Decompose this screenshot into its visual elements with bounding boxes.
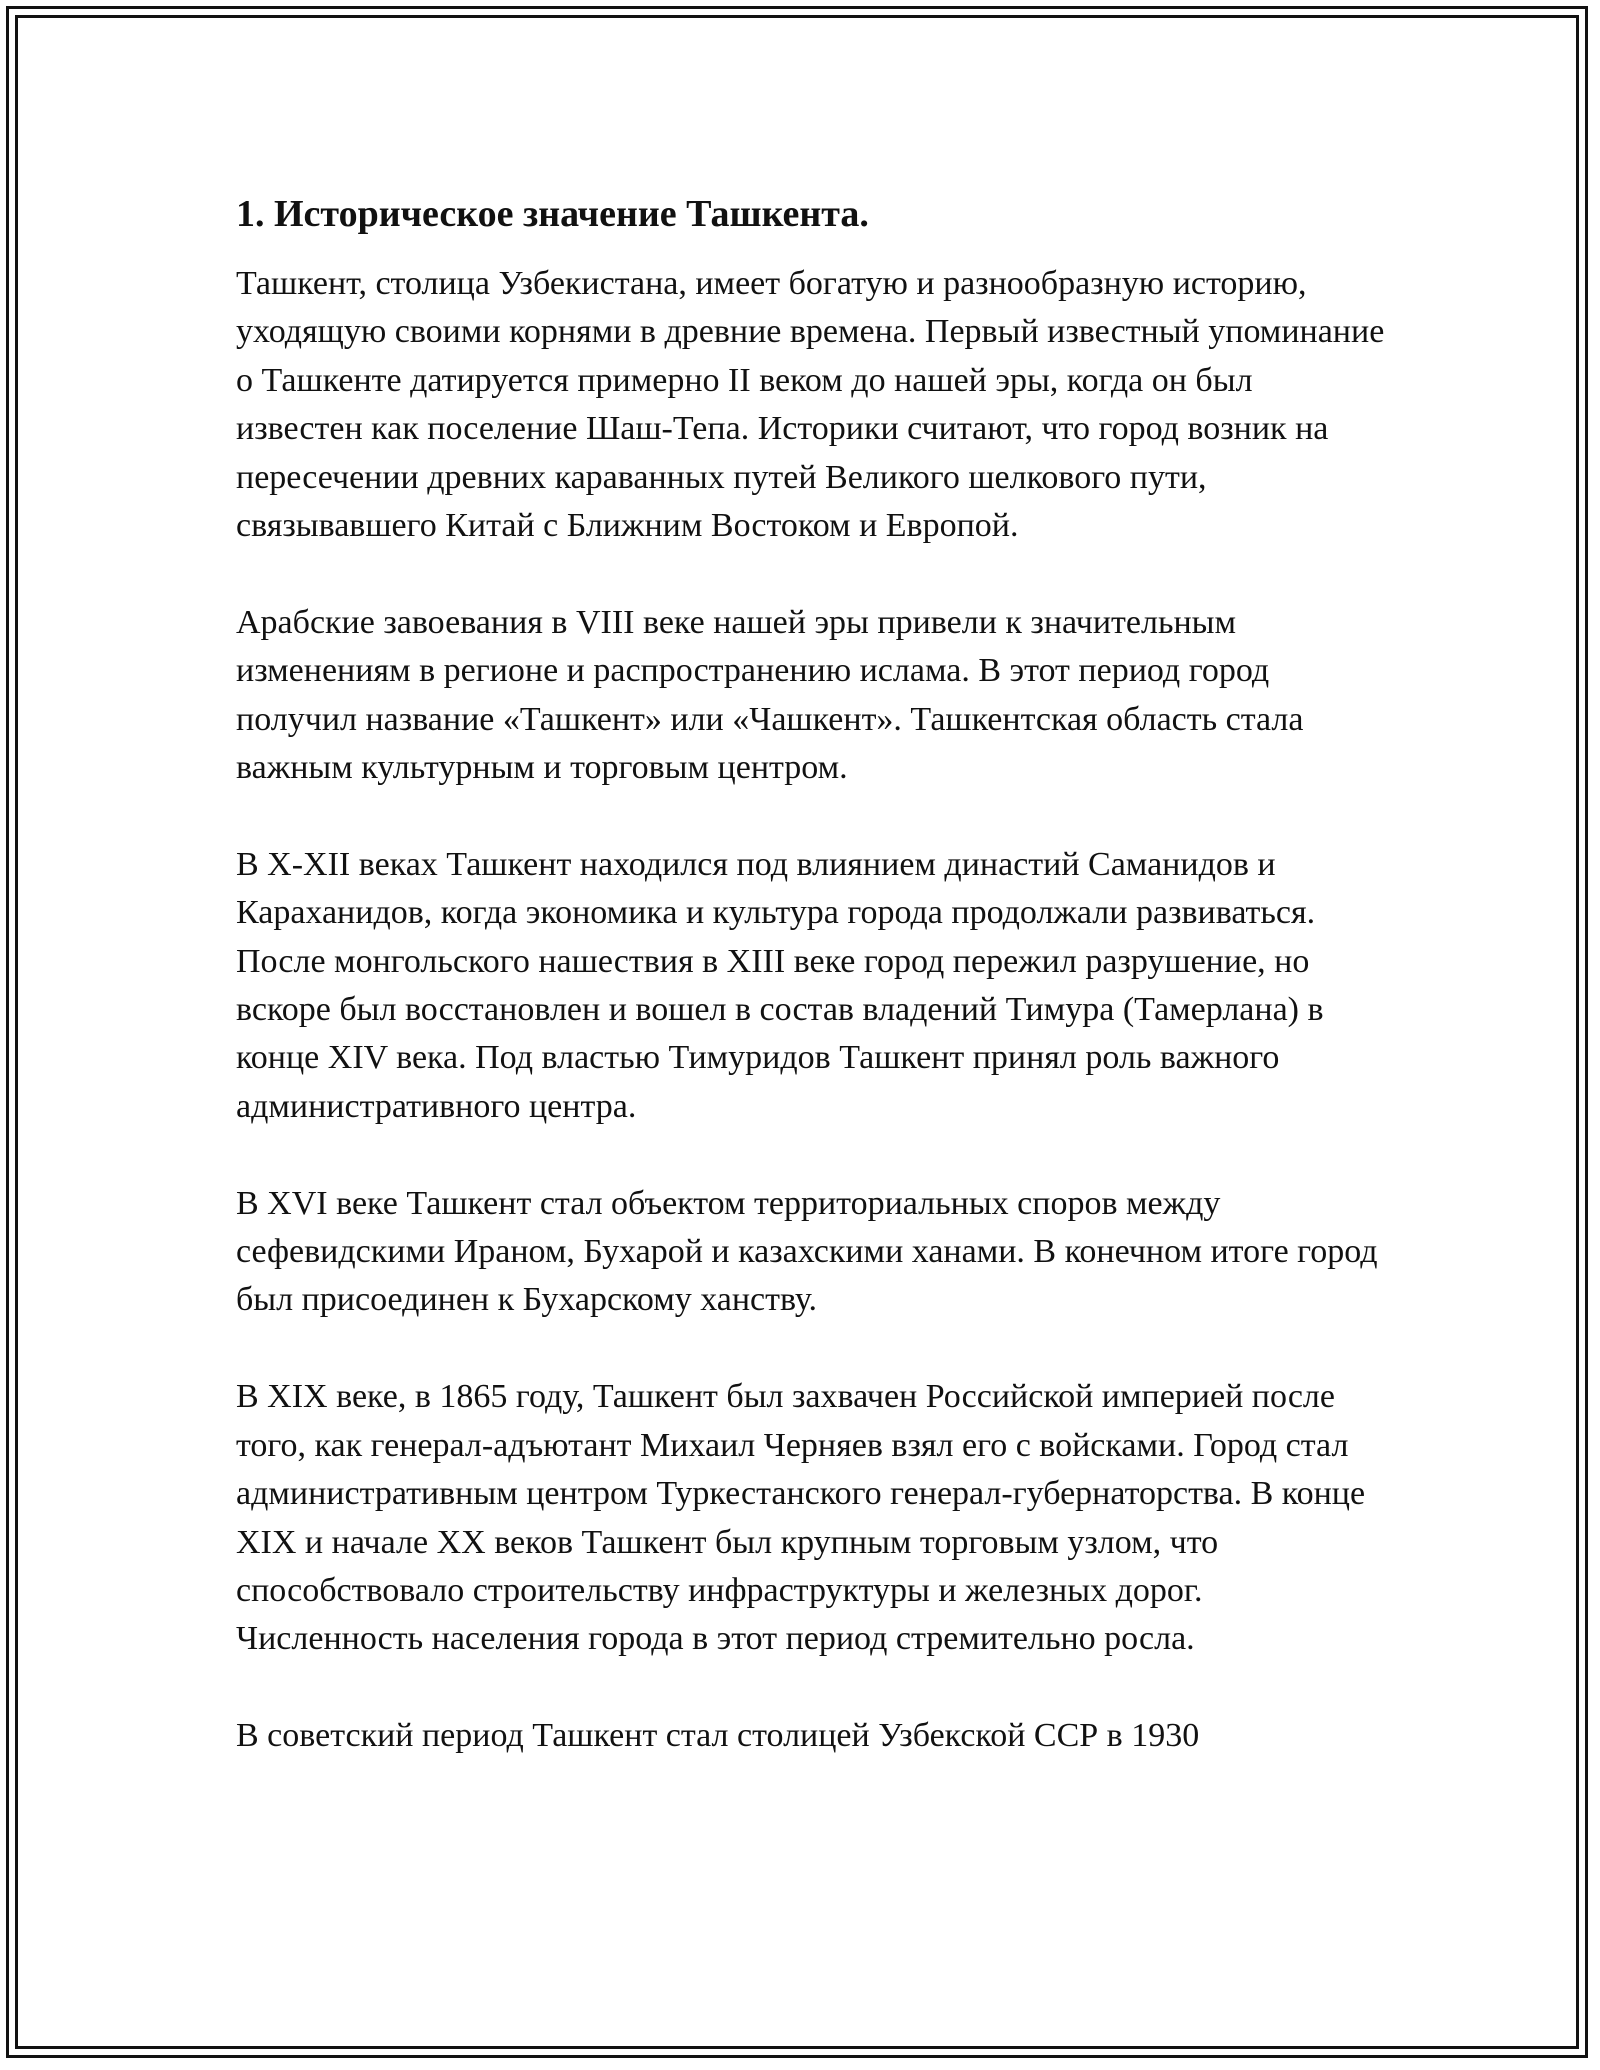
paragraph-sixteenth-century: В XVI веке Ташкент стал объектом территориальных споров между сефевидскими Ираном, Бухарой и казахскими ханами. В конечном итоге город был присоединен к Бухарскому ханству.	[236, 1184, 1378, 1319]
paragraph-medieval-period: В X-XII веках Ташкент находился под влиянием династий Саманидов и Караханидов, когда экономика и культура города продолжали развиваться. После монгольского нашествия в XIII веке город пережил разрушение, но вскоре был восстановлен и вошел в состав владений Тимура (Тамерлана) в конце XIV века. Под властью Тимуридов Ташкент принял роль важного административного центра.	[236, 845, 1324, 1125]
paragraph-ancient-history: Ташкент, столица Узбекистана, имеет богатую и разнообразную историю, уходящую своими корнями в древние времена. Первый известный упоминание о Ташкенте датируется примерно II веком до нашей эры, когда он был известен как поселение Шаш-Тепа. Историки считают, что город возник на пересечении древних караванных путей Великого шелкового пути, связывавшего Китай с Ближним Востоком и Европой.	[236, 265, 1385, 545]
paragraph-soviet-period: В советский период Ташкент стал столицей Узбекской ССР в 1930	[236, 1717, 1200, 1755]
paragraph-arab-conquest: Арабские завоевания в VIII веке нашей эры привели к значительным изменениям в регионе и распространению ислама. В этот период город получил название «Ташкент» или «Чашкент». Ташкентская область стала важным культурным и торговым центром.	[236, 603, 1304, 787]
paragraph-russian-empire: В XIX веке, в 1865 году, Ташкент был захвачен Российской империей после того, как генерал-адъютант Михаил Черняев взял его с войсками. Город стал административным центром Туркестанского генерал-губернаторства. В конце XIX и начале XX веков Ташкент был крупным торговым узлом, что способствовало строительству инфраструктуры и железных дорог. Численность населения города в этот период стремительно росла.	[236, 1378, 1366, 1658]
section-heading: 1. Историческое значение Ташкента.	[236, 193, 869, 235]
document-body	[236, 188, 1386, 1809]
